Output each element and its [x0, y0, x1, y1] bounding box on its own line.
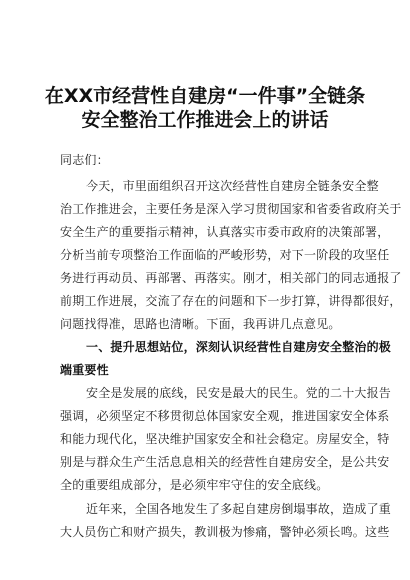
- paragraph-3-line: 大人员伤亡和财产损失，教训极为惨痛，警钟必须长鸣。这些: [60, 525, 390, 539]
- paragraph-1-line: 前期工作进展，交流了存在的问题和下一步打算，讲得都很好，: [60, 294, 402, 308]
- paragraph-2-line: 别是与群众生产生活息息相关的经营性自建房安全，是公共安: [60, 455, 390, 469]
- document-title-line-2: 安全整治工作推进会上的讲话: [81, 109, 329, 131]
- paragraph-1-line: 安全生产的重要指示精神，认真落实市委市政府的决策部署，: [60, 225, 390, 239]
- paragraph-2-line: 全的重要组成部分，是必须牢牢守住的安全底线。: [60, 478, 329, 492]
- paragraph-2-line: 强调，必须坚定不移贯彻总体国家安全观，推进国家安全体系: [60, 409, 390, 423]
- document-title-line-1: 在XX市经营性自建房“一件事”全链条: [44, 85, 366, 107]
- paragraph-1-line: 务进行再动员、再部署、再落实。刚才，相关部门的同志通报了: [60, 271, 402, 285]
- section-heading-1: 一、提升思想站位，深刻认识经营性自建房安全整治的极: [86, 340, 392, 354]
- paragraph-1-line: 分析当前专项整治工作面临的严峻形势，对下一阶段的攻坚任: [60, 248, 390, 262]
- paragraph-1-line: 治工作推进会，主要任务是深入学习贯彻国家和省委省政府关于: [60, 202, 402, 216]
- paragraph-2-line: 安全是发展的底线，民安是最大的民生。党的二十大报告: [86, 386, 392, 400]
- paragraph-2-line: 和能力现代化，坚决维护国家安全和社会稳定。房屋安全，特: [60, 432, 390, 446]
- paragraph-1-line: 问题找得准，思路也清晰。下面，我再讲几点意见。: [60, 317, 341, 331]
- paragraph-1-line: 今天，市里面组织召开这次经营性自建房全链条安全整: [86, 179, 379, 193]
- paragraph-3-line: 近年来，全国各地发生了多起自建房倒塌事故，造成了重: [86, 502, 392, 516]
- section-heading-1: 端重要性: [60, 363, 109, 377]
- salutation: 同志们：: [60, 153, 109, 167]
